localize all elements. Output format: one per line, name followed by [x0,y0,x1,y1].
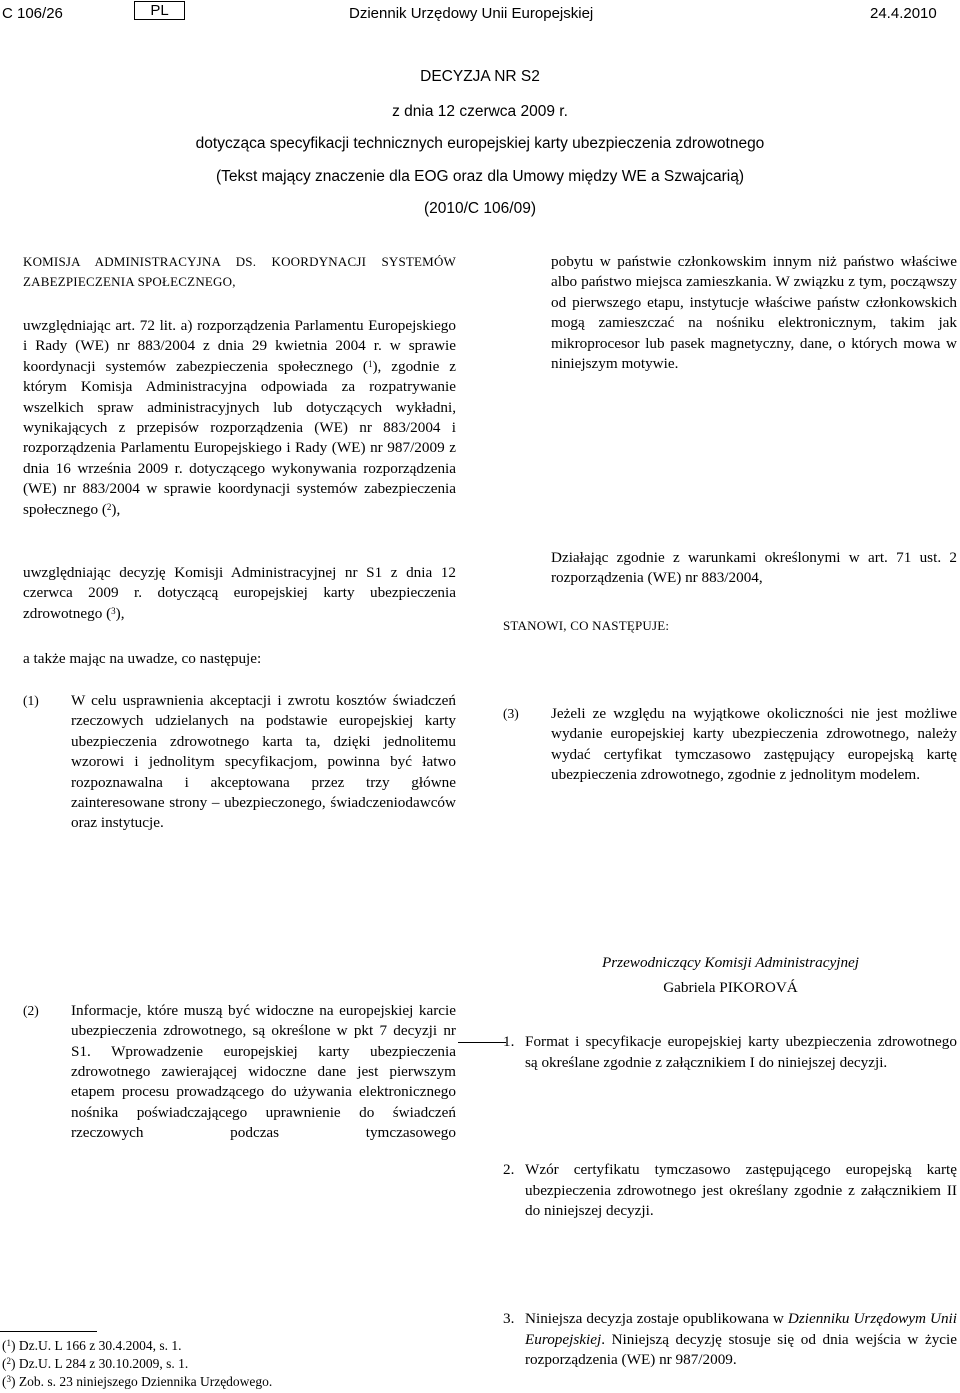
article-1 [503,1032,957,1073]
recital-regulation-basis [23,316,456,520]
enacting-formula: STANOWI, CO NASTĘPUJE: [503,618,670,633]
article-3 [503,1309,957,1370]
recital-2-text: Informacje, które muszą być widoczne na europejskiej karcie ubezpieczenia zdrowotnego, są określone w pkt 7 decyzji nr S1. Wprowadzenie europejskiej karty ubezpieczenia zdrowotnego zawierającej widoczne dane jest pierwszym etapem procesu prowadzącego do używania elektronicznego nośnika poświadczającego uprawnienie do świadczeń rzeczowych podczas tymczasowego [71,1001,456,1142]
decision-number: DECYZJA NR S2 [420,68,540,85]
document-reference: (2010/C 106/09) [423,200,537,217]
recital-1-number: (1) [23,693,39,708]
issuing-authority [23,252,456,293]
recital-3-text: Jeżeli ze względu na wyjątkowe okoliczności nie jest możliwe wydanie europejskiej karty ubezpieczenia zdrowotnego, należy wydać certyfikat tymczasowo zastępujący europejską kartę ubezpieczenia zdrowotnego, zgodnie z jednolitym modelem. [551,704,957,783]
article-3-number: 3. [503,1310,515,1328]
article-1-text: Format i specyfikacje europejskiej karty ubezpieczenia zdrowotnego są określane zgodnie z załącznikiem I do niniejszej decyzji. [525,1033,957,1071]
page-reference: C 106/26 [2,5,63,22]
footnote-1-number: 1 [6,1338,11,1348]
footnote-ref-3[interactable]: 3 [111,605,116,616]
footnote-2-text: Dz.U. L 284 z 30.10.2009, s. 1. [18,1356,189,1371]
s1-text-end: ), [115,604,125,622]
basis-text-cont: ), zgodnie z którym Komisja Administracyjna odpowiada za rozpatrywanie wszelkich spraw administracyjnych lub dotyczących wykładni, wynikających z przepisów rozporządzenia (WE) nr 883/2004 i rozporządzenia Parlamentu Europejskiego i Rady (WE) nr 987/2009 z dnia 16 września 2009 r. dotyczącego wykonywania rozporządzenia (WE) nr 883/2004 w sprawie koordynacji systemów zabezpieczenia społecznego ( [23,357,456,518]
footnote-1-text: Dz.U. L 166 z 30.4.2004, s. 1. [18,1338,182,1353]
article-1-number: 1. [503,1033,515,1051]
recital-2-number: (2) [23,1002,39,1018]
footnote-3-text: Zob. s. 23 niniejszego Dziennika Urzędowego. [18,1374,273,1389]
article-3-text-end: . Niniejszą decyzję stosuje się od dnia wejścia w życie rozporządzenia (WE) nr 987/2009. [525,1330,957,1369]
whereas-intro: a także mając na uwadze, co następuje: [23,650,262,667]
authority-line-1: KOMISJA ADMINISTRACYJNA DS. KOORDYNACJI SYSTEMÓW [23,254,456,269]
acting-clause: Działając zgodnie z warunkami określonymi w art. 71 ust. 2 rozporządzenia (WE) nr 883/2004, [551,549,957,587]
decision-subject: dotycząca specyfikacji technicznych europejskiej karty ubezpieczenia zdrowotnego [195,135,765,152]
footnote-3: ($^3$) Zob. s. 23 niniejszego Dziennika Urzędowego. [2,1374,273,1389]
footnote-ref-1[interactable]: 1 [367,358,373,369]
footnote-2: ($^2$) Dz.U. L 284 z 30.10.2009, s. 1. [2,1356,189,1371]
basis-text-end: ), [111,500,121,518]
footnote-rule [0,1331,97,1332]
footnote-ref-2[interactable]: 2 [106,501,112,512]
chair-name: Gabriela PIKOROVÁ [663,979,798,996]
article-2-text: Wzór certyfikatu tymczasowo zastępującego europejską kartę ubezpieczenia zdrowotnego jest określany zgodnie z załącznikiem II do niniejszej decyzji. [525,1161,957,1219]
recital-2-continued: pobytu w państwie członkowskim innym niż państwo właściwe albo państwo miejsca zamieszkania. W związku z tym, począwszy od pierwszego etapu, instytucje właściwe państw członkowskich mogą zamieszczać na nośniku elektronicznym, takim jak mikroprocesor lub pasek magnetyczny, dane, o których mowa w niniejszym motywie. [551,253,957,373]
decision-date: z dnia 12 czerwca 2009 r. [392,103,568,120]
s1-text: uwzględniając decyzję Komisji Administracyjnej nr S1 z dnia 12 czerwca 2009 r. dotyczącą europejskiej karty ubezpieczenia zdrowotnego ( [23,564,456,622]
eea-relevance: (Tekst mający znaczenie dla EOG oraz dla Umowy między WE a Szwajcarią) [215,168,745,185]
language-code: PL [134,1,185,20]
end-separator [458,1042,506,1043]
footnote-3-number: 3 [6,1374,11,1384]
article-2-number: 2. [503,1161,515,1179]
official-journal-title: Dzienniku Urzędowym Unii Europejskiej [525,1310,957,1348]
recital-3 [503,704,957,786]
recital-1 [23,691,456,834]
article-2 [503,1160,957,1221]
recital-2 [23,1001,456,1144]
recital-3-number: (3) [503,705,519,721]
authority-line-2: ZABEZPIECZENIA SPOŁECZNEGO, [23,274,236,290]
recital-decision-s1 [23,563,456,624]
chair-role: Przewodniczący Komisji Administracyjnej [601,954,860,971]
article-3-text: Niniejsza decyzja zostaje opublikowana w [525,1310,788,1328]
footnote-2-number: 2 [6,1356,11,1366]
footnote-1: ($^1$) Dz.U. L 166 z 30.4.2004, s. 1. [2,1338,182,1353]
recital-1-text: W celu usprawnienia akceptacji i zwrotu kosztów świadczeń rzeczowych udzielanych na podstawie europejskiej karty ubezpieczenia zdrowotnego karta ta, dzięki jednolitemu wzorowi i jednolitym specyfikacjom, powinna być łatwo rozpoznawalna i akceptowana przez trzy główne zainteresowane strony – ubezpieczonego, świadczeniodawców oraz instytucje. [71,692,456,832]
basis-text: uwzględniając art. 72 lit. a) rozporządzenia Parlamentu Europejskiego i Rady (WE) nr 883/2004 z dnia 29 kwietnia 2004 r. w sprawie koordynacji systemów zabezpieczenia społecznego ( [23,317,456,375]
publication-date: 24.4.2010 [870,5,937,22]
chair-title [503,953,958,973]
journal-title: Dziennik Urzędowy Unii Europejskiej [349,5,594,22]
